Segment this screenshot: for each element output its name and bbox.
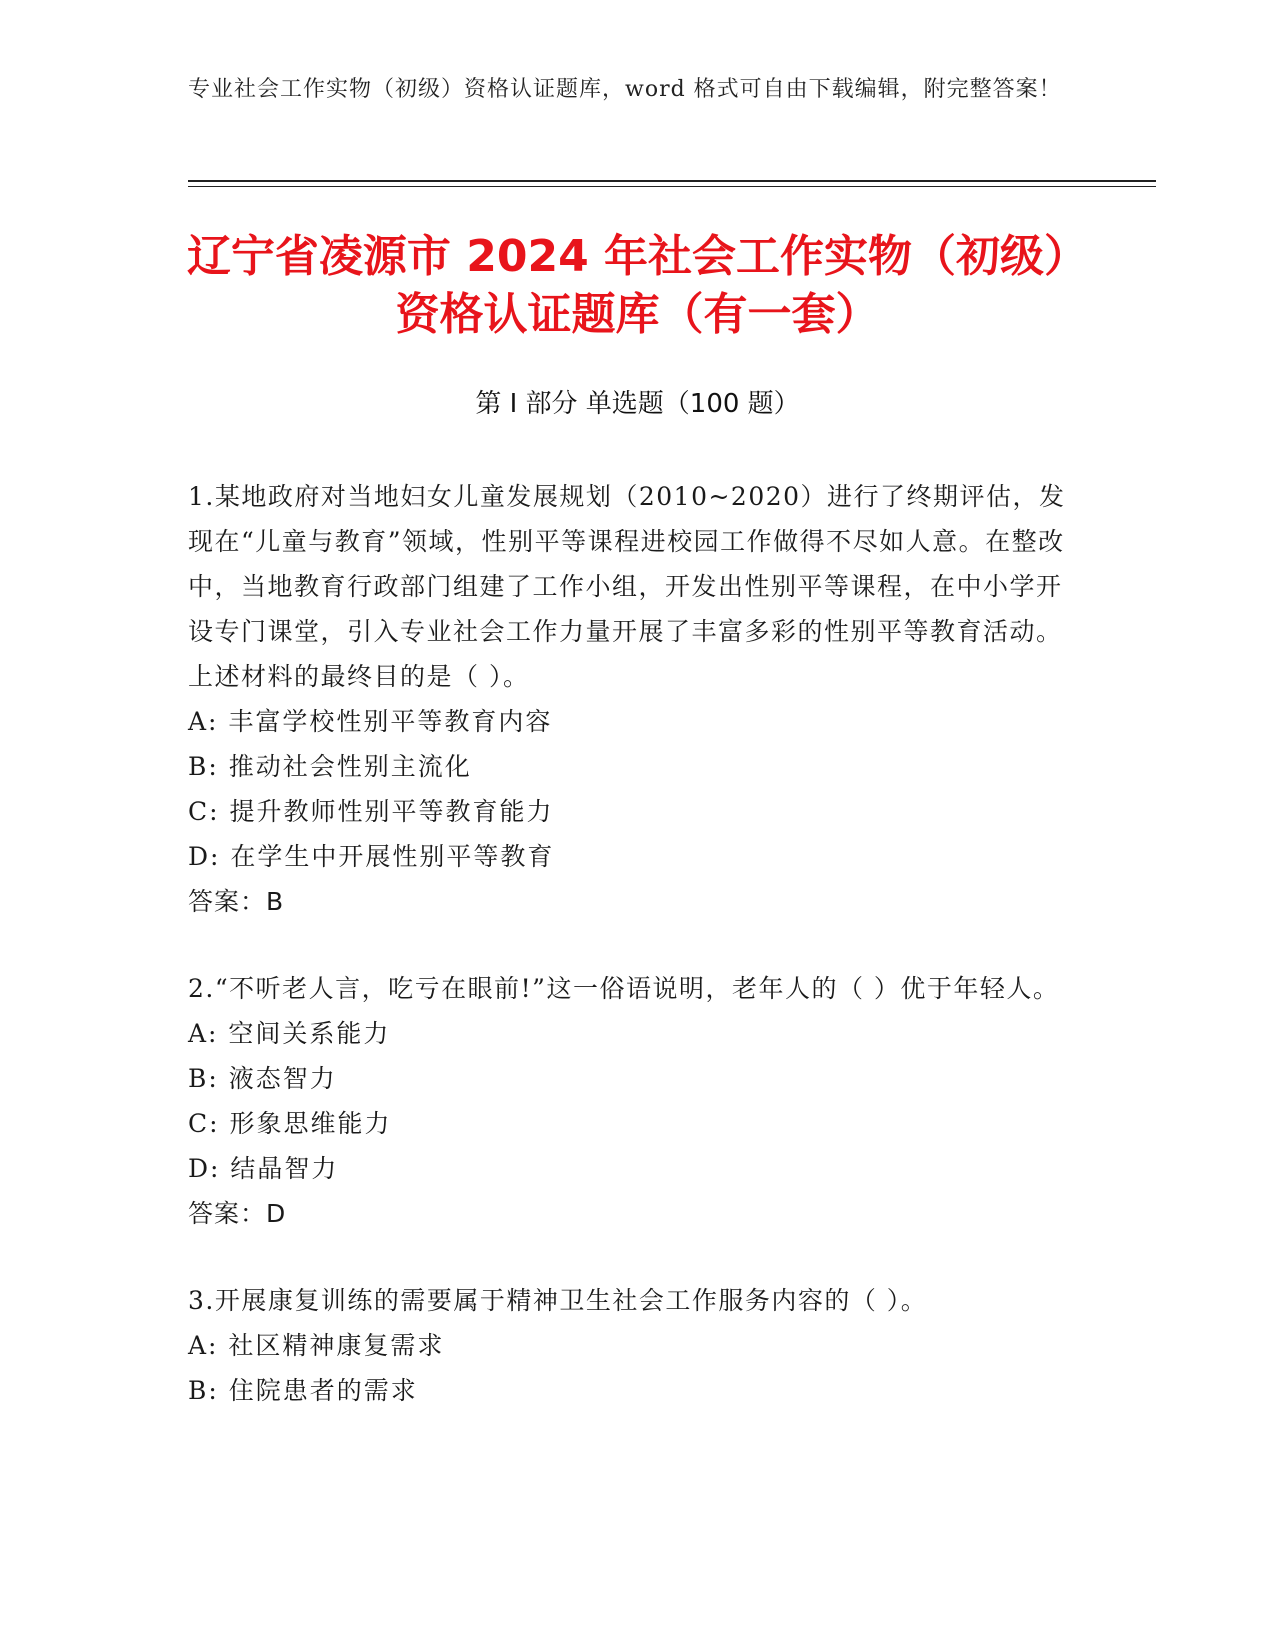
section-heading: 第 I 部分 单选题（100 题） <box>475 389 800 419</box>
option-d: D: 结晶智力 <box>188 1154 339 1183</box>
header-note: 专业社会工作实物（初级）资格认证题库，word 格式可自由下载编辑，附完整答案！ <box>188 77 1062 102</box>
option-b: B: 住院患者的需求 <box>188 1376 418 1405</box>
question-1 <box>188 474 1068 924</box>
option-a: A: 空间关系能力 <box>188 1019 391 1048</box>
option-a: A: 社区精神康复需求 <box>188 1331 445 1360</box>
option-d: D: 在学生中开展性别平等教育 <box>188 842 555 871</box>
question-stem: 1.某地政府对当地妇女儿童发展规划（2010~2020）进行了终期评估，发现在“儿童与教育”领域，性别平等课程进校园工作做得不尽如人意。在整改中，当地教育行政部门组建了工作小组，开发出性别平等课程，在中小学开设专门课堂，引入专业社会工作力量开展了丰富多彩的性别平等教育活动。上述材料的最终目的是（ ）。 <box>188 482 1066 691</box>
answer-text: 答案：B <box>188 887 285 916</box>
option-c: C: 形象思维能力 <box>188 1109 392 1138</box>
question-list <box>188 474 1068 1455</box>
header-divider-thick <box>188 180 1156 182</box>
answer-text: 答案：D <box>188 1199 287 1228</box>
option-c: C: 提升教师性别平等教育能力 <box>188 797 554 826</box>
question-stem: 3.开展康复训练的需要属于精神卫生社会工作服务内容的（ ）。 <box>188 1286 928 1315</box>
question-3 <box>188 1278 1068 1413</box>
question-stem: 2.“不听老人言，吃亏在眼前!”这一俗语说明，老年人的（ ）优于年轻人。 <box>188 974 1060 1003</box>
option-b: B: 推动社会性别主流化 <box>188 752 472 781</box>
option-b: B: 液态智力 <box>188 1064 337 1093</box>
question-2 <box>188 966 1068 1236</box>
option-a: A: 丰富学校性别平等教育内容 <box>188 707 553 736</box>
document-title <box>150 228 1125 344</box>
document-title-line-2: 资格认证题库（有一套） <box>395 289 880 340</box>
document-title-line-1: 辽宁省凌源市 2024 年社会工作实物（初级） <box>186 231 1089 282</box>
header-divider-thin <box>188 186 1156 187</box>
